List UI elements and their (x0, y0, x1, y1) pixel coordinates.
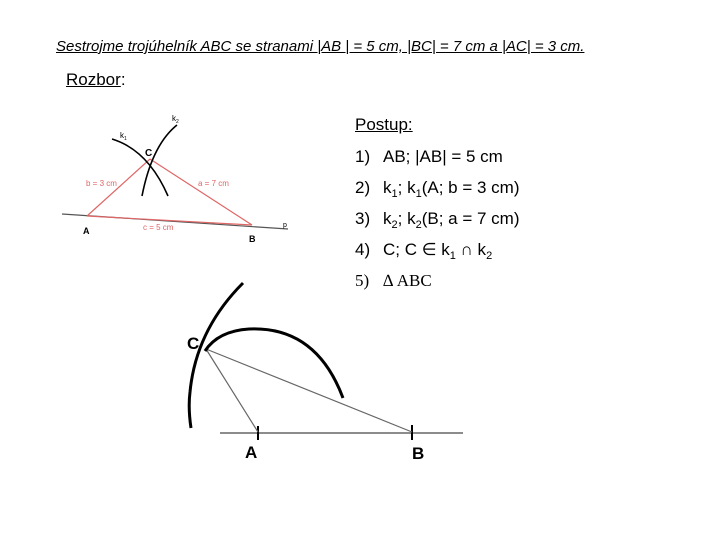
step-text: AB; |AB| = 5 cm (383, 147, 503, 166)
side-AC (206, 349, 258, 432)
label-k1: $k_1$ (120, 131, 127, 142)
side-BC (206, 349, 412, 432)
label-p: p (283, 222, 287, 229)
step-text: ∆ ABC (383, 271, 432, 290)
step-number: 3) (355, 209, 371, 228)
label-B: B (249, 234, 256, 244)
step-text: C; C ∈ $k_1$ ∩ $k_2$ (383, 240, 493, 262)
label-c: c = 5 cm (143, 223, 174, 232)
label-A: A (83, 226, 90, 236)
postup-title: Postup: (355, 115, 413, 134)
step-number: 4) (355, 240, 371, 259)
label-a: a = 7 cm (198, 179, 229, 188)
step-text: $k_1$; $k_1(A$; b = 3 cm) (383, 178, 520, 200)
label-C: C (145, 148, 153, 159)
step-text: $k_2$; $k_2(B$; a = 7 cm) (383, 209, 520, 231)
step-number: 5) (355, 271, 370, 290)
arc-k1 (189, 283, 243, 428)
label-b: b = 3 cm (86, 179, 117, 188)
label-B: B (412, 444, 425, 463)
step-number: 2) (355, 178, 371, 197)
rozbor-colon: : (120, 70, 126, 89)
arc-k2 (205, 329, 343, 398)
rozbor-label: Rozbor (66, 70, 121, 89)
step-number: 1) (355, 147, 371, 166)
label-A: A (245, 443, 258, 462)
label-k2: $k_2$ (172, 114, 179, 125)
label-C: C (187, 334, 200, 353)
page-title: Sestrojme trojúhelník ABC se stranami |AB | = 5 cm, |BC| = 7 cm a |AC| = 3 cm. (56, 38, 585, 55)
